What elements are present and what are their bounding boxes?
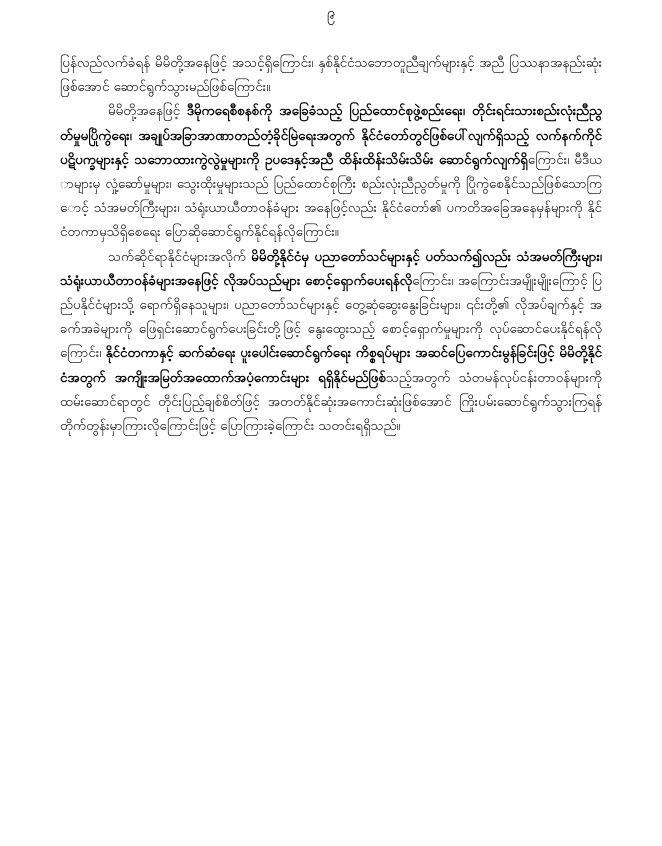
paragraph-1	[60, 52, 602, 100]
paragraph-3-run-3: သည့်အတွက် သံတမန်လုပ်ငန်းတာဝန်များကို ထမ်းဆောင်ရာတွင် တိုင်းပြည့်ချစ်စိတ်ဖြင့် အတတ်နိုင်ဆုံးအကောင်းဆုံးဖြစ်အောင် ကြိုးပမ်းဆောင်ရွက်သွားကြရန် တိုက်တွန်းမှာကြားလိုကြောင်းဖြင့် ပြောကြားခဲ့ကြောင်း သတင်းရရှိသည်။	[60, 370, 602, 435]
paragraph-1-text: ပြန်လည်လက်ခံရန် မိမိတို့အနေဖြင့် အသင့်ရှိကြောင်း၊ နှစ်နိုင်ငံသဘောတူညီချက်များနှင့် အညီ ပြဿနာအနည်းဆုံးဖြစ်အောင် ဆောင်ရွက်သွားမည်ဖြစ်ကြောင်း။	[60, 56, 602, 96]
paragraph-3	[60, 246, 602, 440]
body-text	[60, 52, 602, 439]
paragraph-2-bold-run-1: ဒီမိုကရေစီစနစ်ကို အခြေခံသည့် ပြည်ထောင်စုဖွဲ့စည်းရေး၊ တိုင်းရင်းသားစည်းလုံးညီညွတ်မှုမပြိုကွဲရေး၊ အချုပ်အခြာအာဏာတည်တံ့ခိုင်မြဲရေးအတွက် နိုင်ငံတော်တွင်ဖြစ်ပေါ်လျက်ရှိသည့် လက်နက်ကိုင်ပဋိပက္ခများနှင့် သဘောထားကွဲလွဲမှုများကို ဥပဒေနှင့်အညီ ထိန်းထိန်းသိမ်းသိမ်း ဆောင်ရွက်လျက်ရှိ	[60, 104, 602, 168]
paragraph-3-run-2: ကြောင်း၊ အကြောင်းအမျိုးမျိုးကြောင့် ပြည်ပနိုင်ငံများသို့ ရောက်ရှိနေသူများ၊ ပညာတော်သင်များနှင့် တွေ့ဆုံဆွေးနွေးခြင်းများ၊ ၎င်းတို့၏ လိုအပ်ချက်နှင့် အခက်အခဲများကို ဖြေရှင်းဆောင်ရွက်ပေးခြင်းတို့ဖြင့် နွေးထွေးသည့် စောင့်ရှောက်မှုများကို လုပ်ဆောင်ပေးနိုင်ရန်လိုကြောင်း၊	[60, 273, 602, 362]
page-number: ၉	[326, 4, 336, 22]
paragraph-2-run-2: ကြောင်း၊ မီဒီယာများမှ လှုံ့ဆော်မှုများ၊ သွေးထိုးမှုများသည် ပြည်ထောင်စုကြီး စည်းလုံးညီညွတ်မှုကို ပြိုကွဲစေနိုင်သည်ဖြစ်သောကြောင့် သံအမတ်ကြီးများ၊ သံရုံးယာယီတာဝန်ခံများ အနေဖြင့်လည်း နိုင်ငံတော်၏ ပကတိအခြေအနေမှန်များကို နိုင်ငံတကာမှသိရှိစေရေး ပြောဆိုဆောင်ရွက်နိုင်ရန်လိုကြောင်း။	[60, 152, 602, 241]
paragraph-3-run-1: သက်ဆိုင်ရာနိုင်ငံများအလိုက်	[108, 249, 252, 265]
paragraph-2	[60, 100, 602, 245]
paragraph-3-bold-run-2: နိုင်ငံတကာနှင့် ဆက်ဆံရေး ပူးပေါင်းဆောင်ရွက်ရေး ကိစ္စရပ်များ အဆင်ပြေကောင်းမွန်ခြင်းဖြင့် မိမိတို့နိုင်ငံအတွက် အကျိုးအမြတ်အထောက်အပံ့ကောင်းများ ရရှိနိုင်မည်ဖြစ်	[60, 346, 602, 386]
paragraph-3-bold-run-1: မိမိတို့နိုင်ငံမှ ပညာတော်သင်များနှင့် ပတ်သက်၍လည်း သံအမတ်ကြီးများ၊ သံရုံးယာယီတာဝန်ခံများအနေဖြင့် လိုအပ်သည်များ စောင့်ရှောက်ပေးရန်လို	[60, 249, 602, 289]
paragraph-2-run-1: မိမိတို့အနေဖြင့်	[108, 104, 187, 120]
